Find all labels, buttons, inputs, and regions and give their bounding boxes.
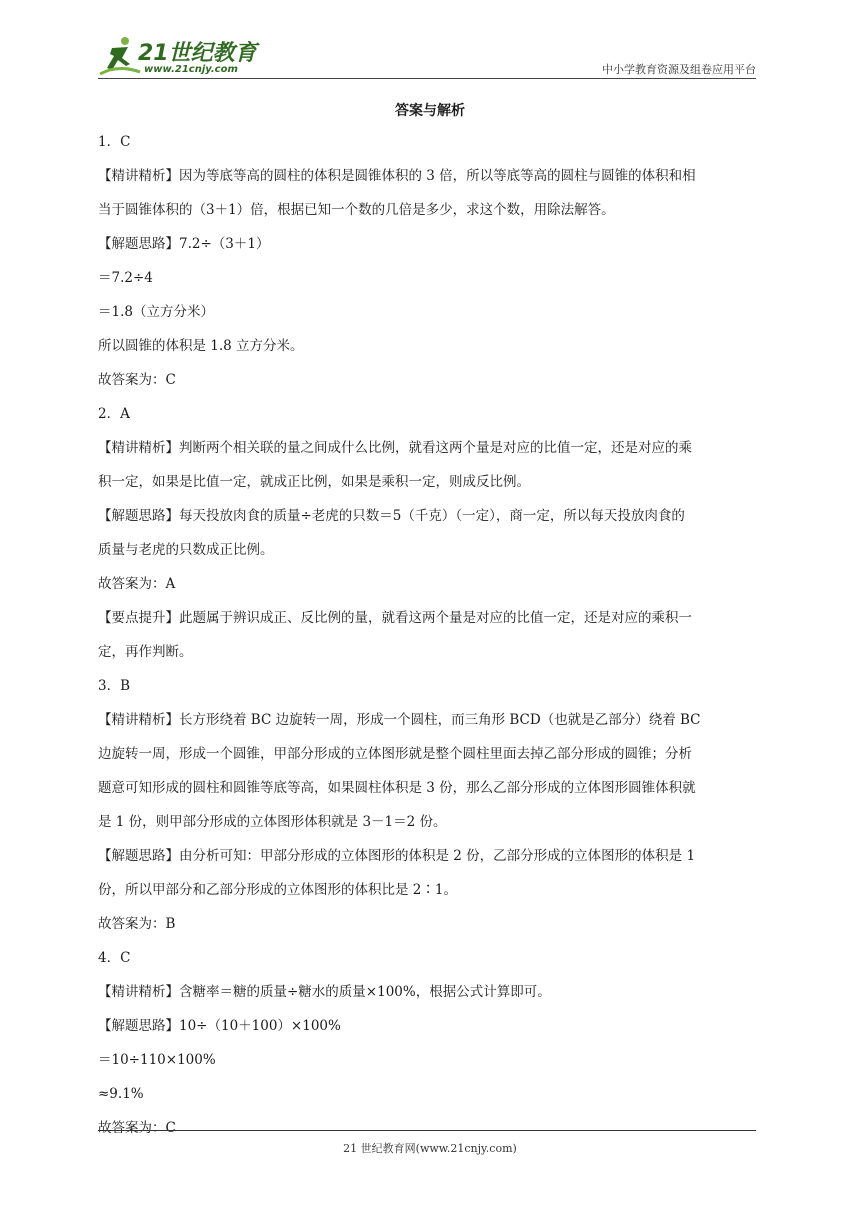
footer-divider xyxy=(98,1130,756,1131)
page-footer: 21 世纪教育网(www.21cnjy.com) xyxy=(343,1142,517,1155)
text-line: 故答案为：C xyxy=(98,372,176,388)
text-line: 【解题思路】7.2÷（3＋1） xyxy=(98,236,270,252)
text-line: 故答案为：A xyxy=(98,576,176,592)
text-line: ＝7.2÷4 xyxy=(98,270,153,286)
text-line: 3．B xyxy=(98,678,131,694)
text-line: 【精讲精析】长方形绕着 BC 边旋转一周，形成一个圆柱，而三角形 BCD（也就是乙部分）绕着 BC xyxy=(98,712,701,728)
text-line: 定，再作判断。 xyxy=(98,644,193,660)
text-line: 【解题思路】每天投放肉食的质量÷老虎的只数＝5（千克）（一定），商一定，所以每天投放肉食的 xyxy=(98,508,685,524)
text-line: 2．A xyxy=(98,406,130,422)
page-header xyxy=(98,30,756,80)
text-line: 【精讲精析】含糖率＝糖的质量÷糖水的质量×100%，根据公式计算即可。 xyxy=(98,984,551,1000)
text-line: 质量与老虎的只数成正比例。 xyxy=(98,542,274,558)
text-line: 当于圆锥体积的（3＋1）倍，根据已知一个数的几倍是多少，求这个数，用除法解答。 xyxy=(98,202,615,218)
text-line: 是 1 份，则甲部分形成的立体图形体积就是 3－1＝2 份。 xyxy=(98,814,447,830)
header-divider xyxy=(98,78,756,79)
text-line: ＝1.8（立方分米） xyxy=(98,304,214,320)
text-line: 【精讲精析】因为等底等高的圆柱的体积是圆锥体积的 3 倍，所以等底等高的圆柱与圆锥的体积和相 xyxy=(98,168,696,184)
text-line: 故答案为：B xyxy=(98,916,176,932)
text-line: 【要点提升】此题属于辨识成正、反比例的量，就看这两个量是对应的比值一定，还是对应的乘积一 xyxy=(98,610,692,626)
page-title: 答案与解析 xyxy=(395,103,465,119)
runner-logo-icon xyxy=(98,34,142,78)
text-line: 边旋转一周，形成一个圆锥，甲部分形成的立体图形就是整个圆柱里面去掉乙部分形成的圆锥；分析 xyxy=(98,746,692,762)
text-line: 份，所以甲部分和乙部分形成的立体图形的体积比是 2∶1。 xyxy=(98,882,457,898)
text-line: 所以圆锥的体积是 1.8 立方分米。 xyxy=(98,338,304,354)
text-line: 故答案为：C xyxy=(98,1120,176,1136)
text-line: 题意可知形成的圆柱和圆锥等底等高，如果圆柱体积是 3 份，那么乙部分形成的立体图形圆锥体积就 xyxy=(98,780,696,796)
answer-content xyxy=(98,125,762,1145)
logo-url: www.21cnjy.com xyxy=(144,64,238,75)
logo xyxy=(98,34,258,78)
platform-label: 中小学教育资源及组卷应用平台 xyxy=(602,63,756,76)
text-line: ＝10÷110×100% xyxy=(98,1052,216,1068)
logo-text: 21世纪教育 xyxy=(138,41,257,66)
text-line: 【解题思路】10÷（10＋100）×100% xyxy=(98,1018,341,1034)
text-line: 【精讲精析】判断两个相关联的量之间成什么比例，就看这两个量是对应的比值一定，还是对应的乘 xyxy=(98,440,692,456)
text-line: 积一定，如果是比值一定，就成正比例，如果是乘积一定，则成反比例。 xyxy=(98,474,530,490)
text-line: ≈9.1% xyxy=(98,1086,144,1102)
text-line: 【解题思路】由分析可知：甲部分形成的立体图形的体积是 2 份，乙部分形成的立体图形的体积是 1 xyxy=(98,848,696,864)
text-line: 4．C xyxy=(98,950,131,966)
text-line: 1．C xyxy=(98,134,131,150)
